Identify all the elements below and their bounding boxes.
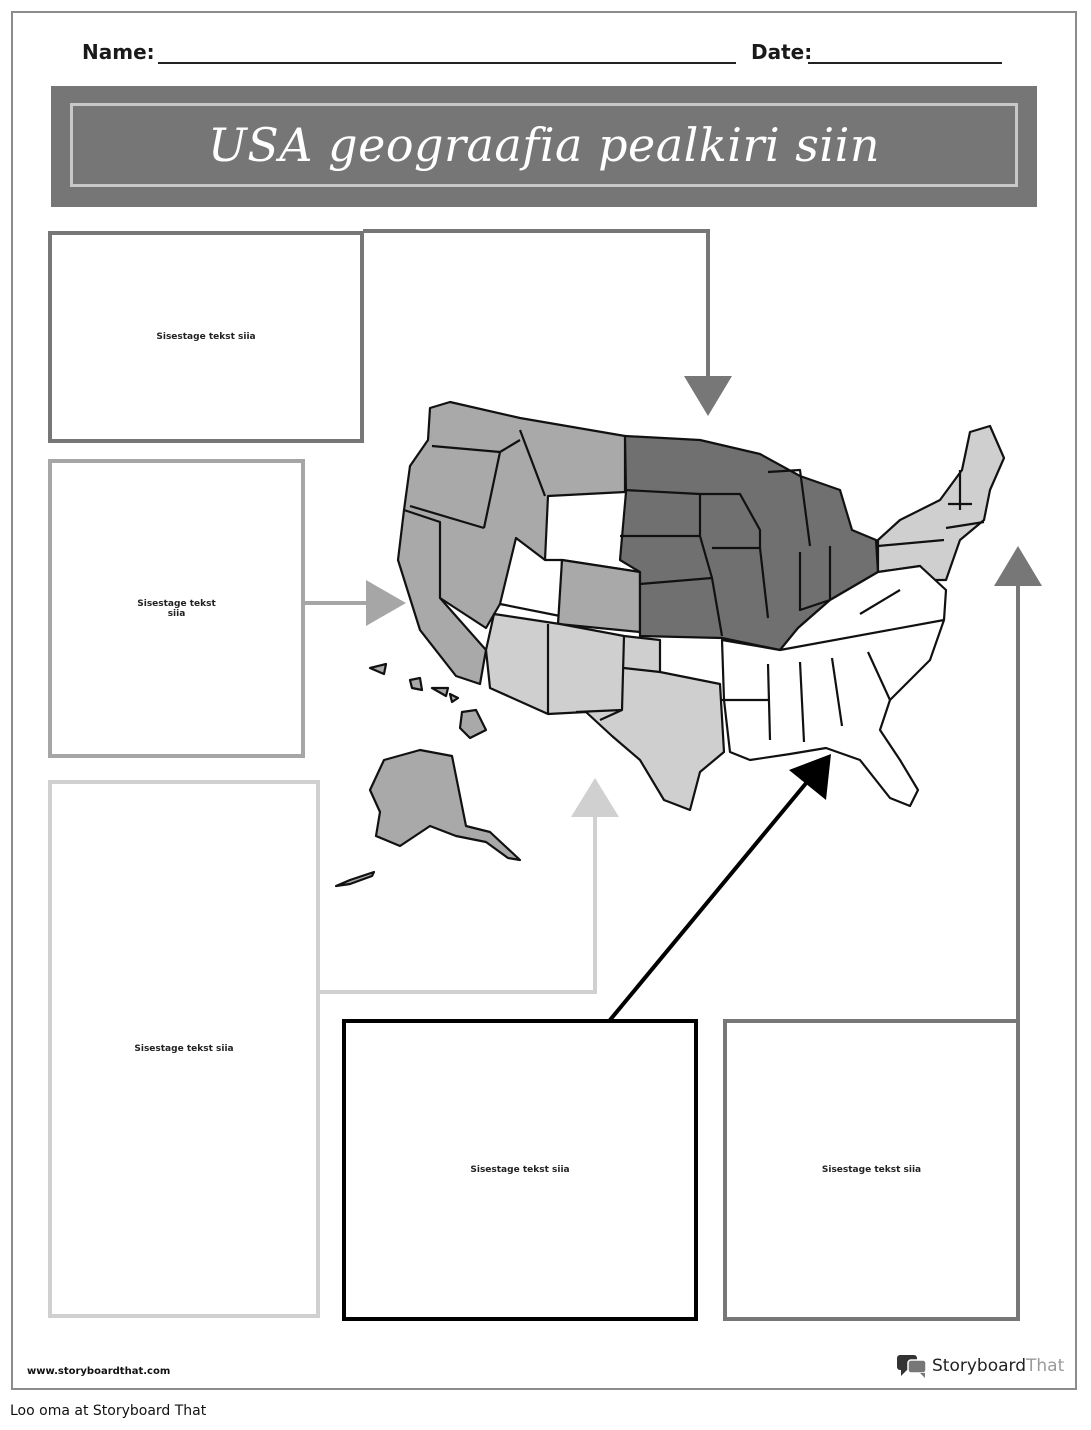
name-label: Name: <box>82 40 155 64</box>
text-box-bottom-right-placeholder: Sisestage tekst siia <box>821 1165 922 1175</box>
page-caption[interactable]: Loo oma at Storyboard That <box>10 1403 207 1419</box>
date-label: Date: <box>751 40 813 64</box>
text-box-bottom-right[interactable] <box>723 1019 1020 1321</box>
storyboardthat-logo[interactable] <box>896 1353 1064 1379</box>
map-region-alaska[interactable] <box>370 750 520 860</box>
map-region-southwest[interactable] <box>486 614 724 810</box>
brand-word-storyboard: Storyboard <box>932 1356 1026 1376</box>
text-box-bottom-left[interactable] <box>48 780 320 1318</box>
arrowhead-down <box>684 376 732 416</box>
connector-bottom-center <box>610 776 812 1020</box>
map-region-northwest-colorado <box>558 560 640 632</box>
usa-map <box>336 402 1004 886</box>
page-title: USA geograafia pealkiri siin <box>208 118 880 172</box>
text-box-top-left[interactable] <box>48 231 364 443</box>
text-box-bottom-center[interactable] <box>342 1019 698 1321</box>
text-box-bottom-left-placeholder: Sisestage tekst siia <box>134 1044 234 1054</box>
map-region-northeast[interactable] <box>878 426 1004 580</box>
map-region-hawaii[interactable] <box>460 710 486 738</box>
arrowhead-up-dark <box>994 546 1042 586</box>
arrowhead-up-light <box>571 778 619 817</box>
arrowhead-right <box>366 580 406 626</box>
brand-word-that: That <box>1026 1356 1065 1376</box>
text-box-bottom-center-placeholder: Sisestage tekst siia <box>470 1165 570 1175</box>
text-box-middle-left[interactable] <box>48 459 305 758</box>
text-box-middle-left-placeholder: Sisestage tekst siia <box>137 598 216 619</box>
footer-url[interactable]: www.storyboardthat.com <box>27 1366 171 1377</box>
connector-bottom-left <box>319 815 595 992</box>
connector-top <box>363 231 708 378</box>
speech-bubbles-icon <box>896 1353 928 1379</box>
text-box-top-left-placeholder: Sisestage tekst siia <box>156 332 256 342</box>
